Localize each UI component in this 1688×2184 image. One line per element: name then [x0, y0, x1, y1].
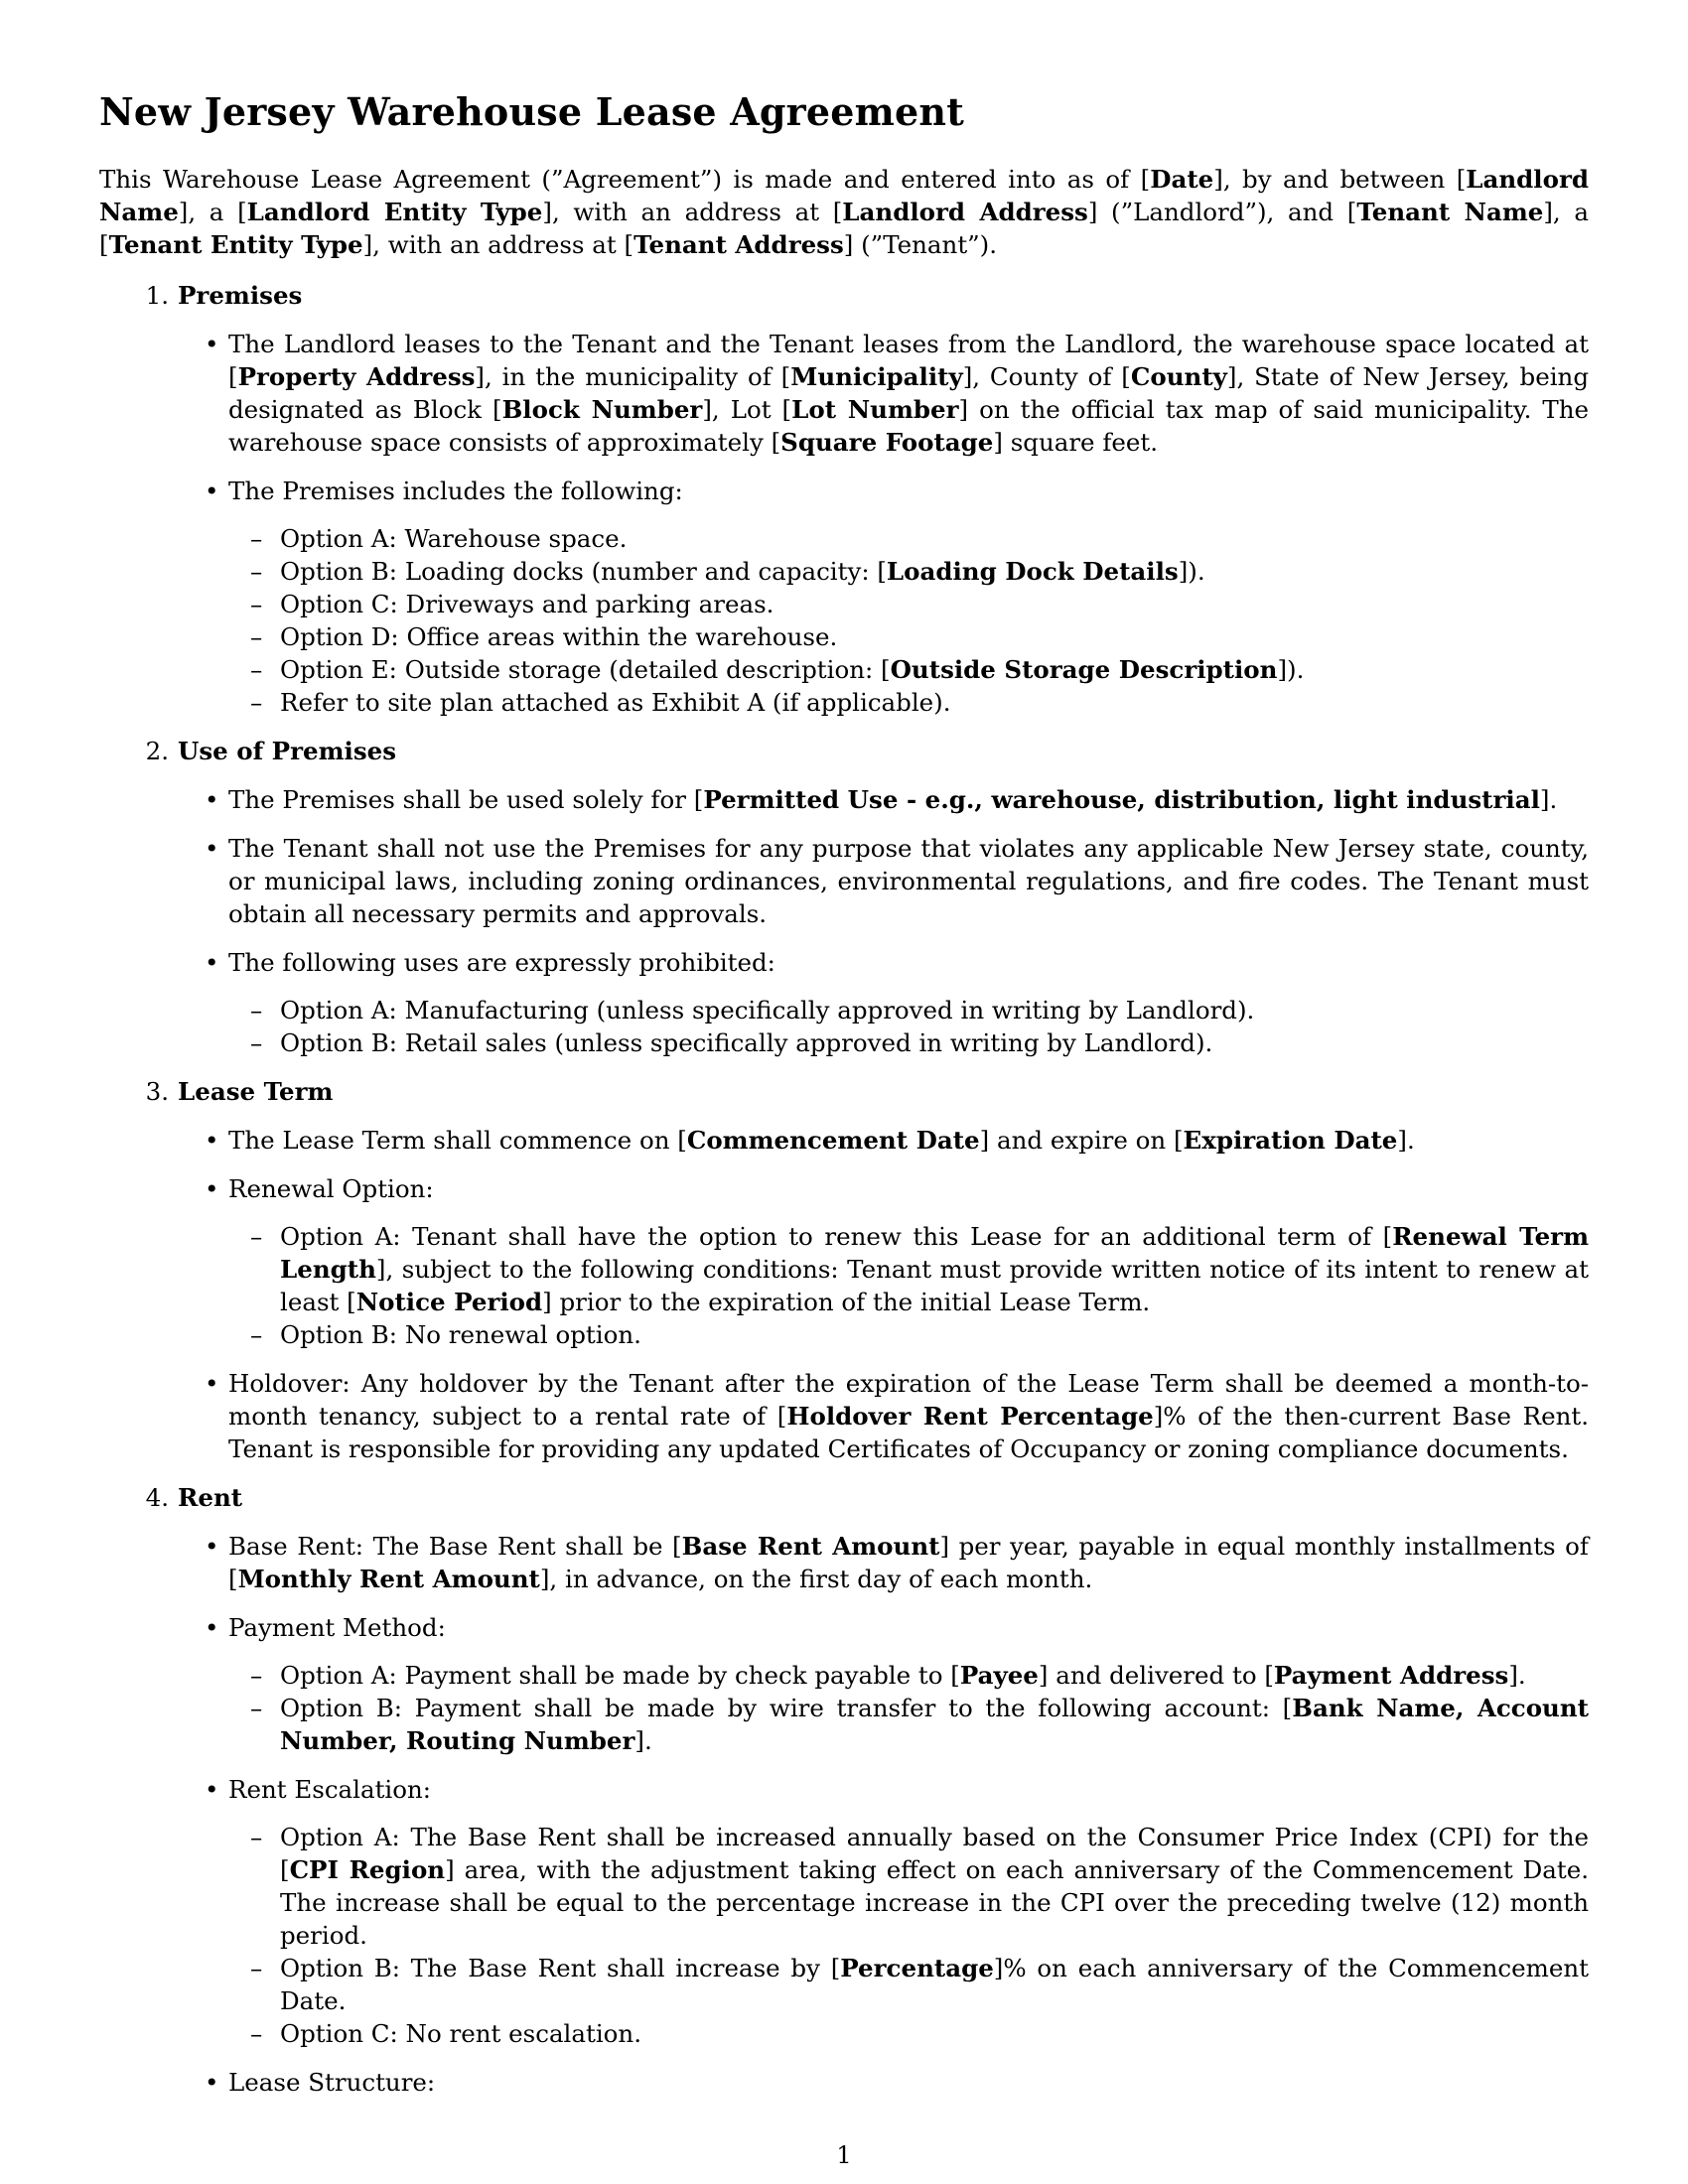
field-notice-period: Notice Period — [355, 1288, 543, 1316]
sub-item — [280, 1220, 1589, 1318]
section-title: Premises — [178, 281, 303, 310]
field-date: Date — [1150, 165, 1214, 194]
text: ] area, with the adjustment taking effect on each anniversary of the Commencement Date. The increase shall be equal to the percentage increase in the CPI over the preceding twelve (12) month period. — [280, 1855, 1590, 1950]
field-commencement-date: Commencement Date — [686, 1126, 980, 1155]
document-page — [99, 87, 1589, 2115]
intro-text: ], by and between [ — [1213, 165, 1467, 194]
sub-item: – Option B: No renewal option. — [280, 1318, 1589, 1351]
text: The Premises includes the following: — [228, 477, 683, 505]
field-renewal-term-length: Renewal Term Length — [280, 1222, 1589, 1284]
text: Payment Method: — [228, 1613, 446, 1642]
text: ]. — [634, 1726, 652, 1755]
text: ] prior to the expiration of the initial Lease Term. — [542, 1288, 1151, 1316]
field-property-address: Property Address — [237, 362, 476, 391]
sub-item — [280, 1952, 1589, 2017]
section-premises — [99, 279, 1589, 719]
section-heading — [99, 279, 1589, 312]
text: The Lease Term shall commence on [ — [228, 1126, 687, 1155]
text: ]). — [1277, 655, 1305, 684]
intro-text: ], a [ — [178, 198, 247, 226]
intro-paragraph — [99, 163, 1589, 261]
text: Option A: Tenant shall have the option to renew this Lease for an additional term of [ — [280, 1222, 1393, 1251]
field-municipality: Municipality — [790, 362, 963, 391]
text: ]. — [1508, 1661, 1526, 1690]
sub-item: – Option B: Retail sales (unless specifically approved in writing by Landlord). — [280, 1026, 1589, 1059]
section-rent — [99, 1481, 1589, 2099]
field-expiration-date: Expiration Date — [1183, 1126, 1398, 1155]
document-title: New Jersey Warehouse Lease Agreement — [99, 89, 965, 134]
sub-item — [280, 555, 1589, 588]
text: Option B: The Base Rent shall increase by [ — [280, 1954, 841, 1982]
sub-item: – Refer to site plan attached as Exhibit A (if applicable). — [280, 686, 1589, 719]
section-title: Lease Term — [178, 1077, 334, 1106]
text: Holdover: Any holdover by the Tenant after the expiration of the Lease Term shall be deemed a month-to-month tenancy, subject to a rental rate of [ — [228, 1369, 1589, 1431]
sections-list — [99, 279, 1589, 2099]
text: Renewal Option: — [228, 1174, 434, 1203]
section-heading — [99, 1481, 1589, 1514]
text: ]). — [1178, 557, 1205, 586]
bullet-list — [99, 328, 1589, 719]
text: The Landlord leases to the Tenant and the Tenant leases from the Landlord, the warehouse space located at [ — [228, 330, 1589, 391]
field-payment-address: Payment Address — [1273, 1661, 1509, 1690]
field-percentage: Percentage — [840, 1954, 994, 1982]
text: ]. — [1539, 785, 1558, 814]
list-item — [228, 1530, 1589, 1595]
list-item — [228, 1367, 1589, 1465]
text: ], in advance, on the first day of each month. — [539, 1565, 1093, 1593]
text: ] per year, payable in equal monthly installments of [ — [228, 1532, 1589, 1593]
bullet-list — [99, 1530, 1589, 2099]
field-square-footage: Square Footage — [780, 428, 994, 457]
sub-item: – Option C: No rent escalation. — [280, 2017, 1589, 2050]
text: The following uses are expressly prohibited: — [228, 948, 775, 977]
field-bank-details: Bank Name, Account Number, Routing Number — [280, 1694, 1589, 1755]
section-number: 2. — [145, 737, 169, 765]
field-lot-number: Lot Number — [791, 395, 959, 424]
field-tenant-name: Tenant Name — [1356, 198, 1544, 226]
field-landlord-address: Landlord Address — [842, 198, 1088, 226]
text: ]% of the then-current Base Rent. Tenant is responsible for providing any updated Certificates of Occupancy or zoning compliance documents. — [228, 1402, 1589, 1463]
list-item — [228, 328, 1589, 459]
page-number: 1 — [836, 2141, 852, 2169]
text: Option A: The Base Rent shall be increased annually based on the Consumer Price Index (CPI) for the [ — [280, 1823, 1589, 1884]
text: Option B: Payment shall be made by wire transfer to the following account: [ — [280, 1694, 1293, 1722]
text: The Premises shall be used solely for [ — [228, 785, 704, 814]
list-item — [228, 1611, 1589, 1757]
field-outside-storage: Outside Storage Description — [890, 655, 1278, 684]
sub-list — [228, 1220, 1589, 1351]
sub-item: – Option D: Office areas within the warehouse. — [280, 620, 1589, 653]
section-heading — [99, 735, 1589, 767]
bullet-list — [99, 1124, 1589, 1465]
field-payee: Payee — [959, 1661, 1039, 1690]
list-item — [228, 946, 1589, 1059]
text: ] and delivered to [ — [1038, 1661, 1274, 1690]
sub-list — [228, 994, 1589, 1059]
sub-item: – Option A: Manufacturing (unless specifically approved in writing by Landlord). — [280, 994, 1589, 1026]
section-title: Use of Premises — [178, 737, 397, 765]
section-number: 3. — [145, 1077, 169, 1106]
field-block-number: Block Number — [501, 395, 703, 424]
text: ] on the official tax map of said municipality. The warehouse space consists of approximately [ — [228, 395, 1589, 457]
field-holdover-rent-percentage: Holdover Rent Percentage — [786, 1402, 1154, 1431]
text: ], subject to the following conditions: Tenant must provide written notice of its intent to renew at least [ — [280, 1255, 1589, 1316]
sub-item — [280, 653, 1589, 686]
intro-text: ], with an address at [ — [362, 230, 634, 259]
sub-list — [228, 522, 1589, 719]
field-county: County — [1130, 362, 1227, 391]
text: ]% on each anniversary of the Commencement Date. — [280, 1954, 1589, 2015]
list-item — [228, 1124, 1589, 1157]
field-cpi-region: CPI Region — [289, 1855, 446, 1884]
sub-item: – Option A: Warehouse space. — [280, 522, 1589, 555]
sub-list — [228, 1821, 1589, 2050]
field-monthly-rent-amount: Monthly Rent Amount — [237, 1565, 540, 1593]
field-tenant-entity-type: Tenant Entity Type — [108, 230, 363, 259]
sub-item — [280, 1692, 1589, 1757]
field-landlord-name: Landlord Name — [99, 165, 1589, 226]
text: ] and expire on [ — [979, 1126, 1184, 1155]
sub-item: – Option C: Driveways and parking areas. — [280, 588, 1589, 620]
section-title: Rent — [178, 1483, 243, 1512]
list-item — [228, 1773, 1589, 2050]
text: Option E: Outside storage (detailed description: [ — [280, 655, 891, 684]
field-loading-dock-details: Loading Dock Details — [886, 557, 1179, 586]
text: ] square feet. — [993, 428, 1159, 457]
section-use-of-premises — [99, 735, 1589, 1059]
list-item — [228, 783, 1589, 816]
text: ]. — [1397, 1126, 1415, 1155]
text: Base Rent: The Base Rent shall be [ — [228, 1532, 682, 1561]
field-tenant-address: Tenant Address — [633, 230, 844, 259]
intro-text: ], a [ — [99, 198, 1589, 259]
field-base-rent-amount: Base Rent Amount — [681, 1532, 940, 1561]
list-item — [228, 1172, 1589, 1351]
section-number: 4. — [145, 1483, 169, 1512]
text: ], Lot [ — [702, 395, 792, 424]
bullet-list — [99, 783, 1589, 1059]
sub-item — [280, 1659, 1589, 1692]
sub-item — [280, 1821, 1589, 1952]
intro-text: This Warehouse Lease Agreement (”Agreement”) is made and entered into as of [ — [99, 165, 1151, 194]
text: Option A: Payment shall be made by check payable to [ — [280, 1661, 960, 1690]
sub-list — [228, 1659, 1589, 1757]
list-item — [228, 475, 1589, 719]
text: ], County of [ — [962, 362, 1131, 391]
text: ], State of New Jersey, being designated as Block [ — [228, 362, 1590, 424]
list-item: • Lease Structure: — [228, 2066, 1589, 2099]
intro-text: ], with an address at [ — [542, 198, 843, 226]
field-landlord-entity-type: Landlord Entity Type — [246, 198, 543, 226]
text: Rent Escalation: — [228, 1775, 432, 1804]
field-permitted-use: Permitted Use - e.g., warehouse, distribution, light industrial — [703, 785, 1540, 814]
intro-text: ] (”Tenant”). — [843, 230, 998, 259]
section-number: 1. — [145, 281, 169, 310]
text: ], in the municipality of [ — [475, 362, 791, 391]
list-item: • The Tenant shall not use the Premises for any purpose that violates any applicable New Jersey state, county, or municipal laws, including zoning ordinances, environmental regulations, and fire codes. The Tenant must obtain all necessary permits and approvals. — [228, 832, 1589, 930]
text: Option B: Loading docks (number and capacity: [ — [280, 557, 887, 586]
section-lease-term — [99, 1075, 1589, 1465]
intro-text: ] (”Landlord”), and [ — [1087, 198, 1357, 226]
section-heading — [99, 1075, 1589, 1108]
